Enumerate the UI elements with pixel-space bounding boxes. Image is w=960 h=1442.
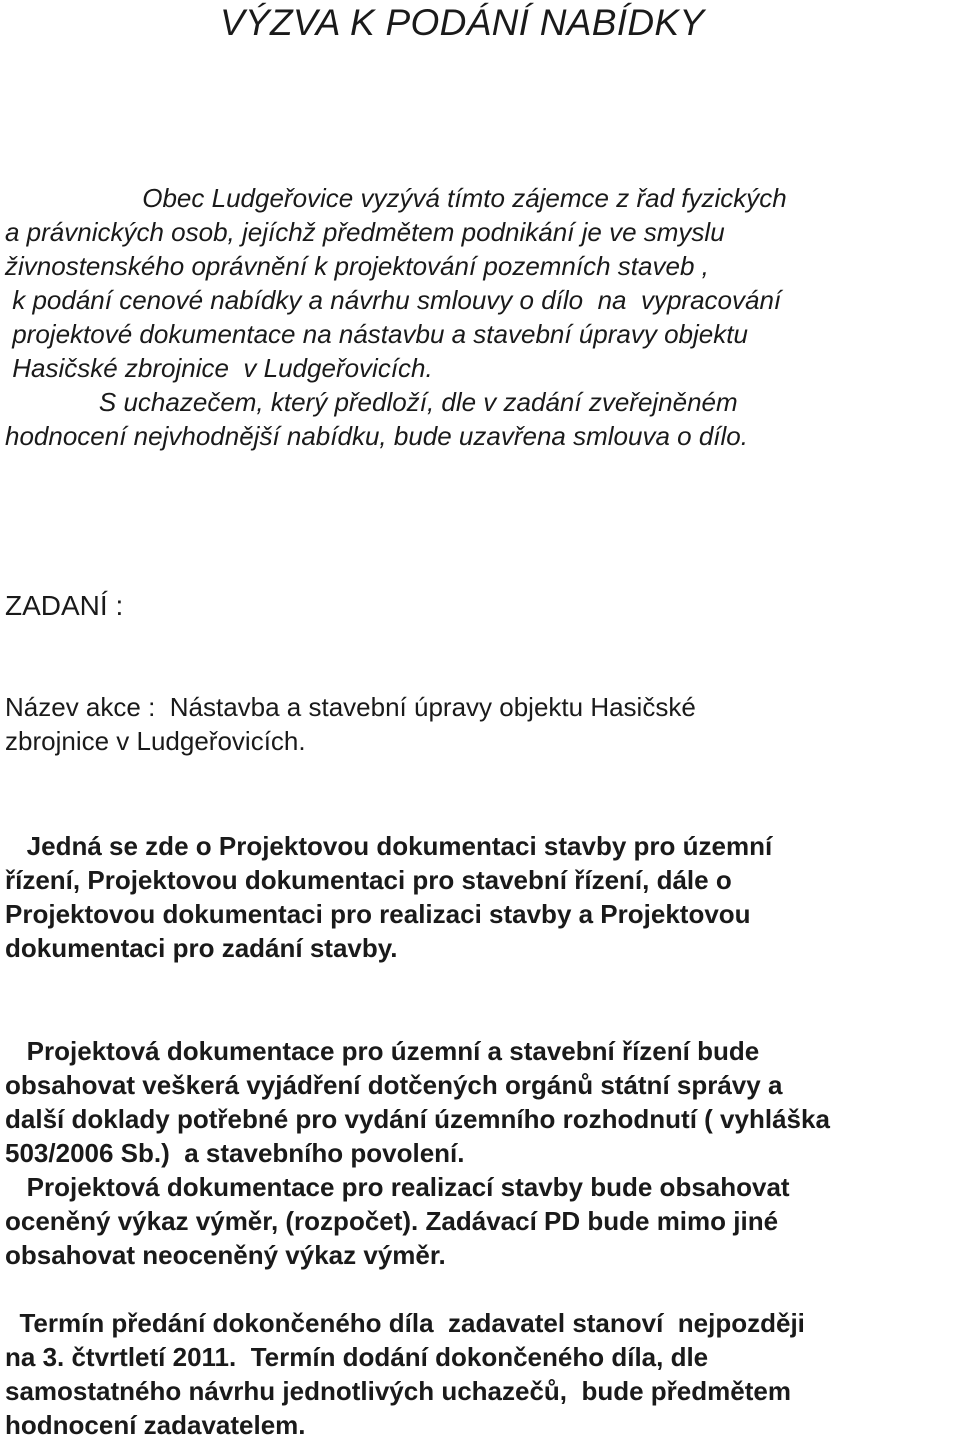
content-line: Projektová dokumentace pro realizací stavby bude obsahovat [5,1172,790,1202]
document-title: VÝZVA K PODÁNÍ NABÍDKY [220,2,705,43]
scope-paragraph [5,829,958,965]
deadline-line: Termín předání dokončeného díla zadavatel stanoví nejpozději [5,1308,805,1338]
nazev-akce [5,690,958,758]
deadline-line: na 3. čtvrtletí 2011. Termín dodání dokončeného díla, dle [5,1342,709,1372]
content-paragraph [5,1034,958,1272]
intro-line: k podání cenové nabídky a návrhu smlouvy o dílo na vypracování [5,285,782,315]
scope-line: dokumentaci pro zadání stavby. [5,933,398,963]
nazev-akce-line: Název akce : Nástavba a stavební úpravy objektu Hasičské [5,692,696,722]
intro-line: projektové dokumentace na nástavbu a stavební úpravy objektu [5,319,748,349]
intro-line: a právnických osob, jejíchž předmětem podnikání je ve smyslu [5,217,725,247]
content-line: 503/2006 Sb.) a stavebního povolení. [5,1138,465,1168]
nazev-akce-line: zbrojnice v Ludgeřovicích. [5,726,306,756]
content-line: obsahovat veškerá vyjádření dotčených orgánů státní správy a [5,1070,783,1100]
content-line: obsahovat neoceněný výkaz výměr. [5,1240,446,1270]
content-line: Projektová dokumentace pro územní a stavební řízení bude [5,1036,760,1066]
deadline-paragraph [5,1306,958,1442]
intro-line: Hasičské zbrojnice v Ludgeřovicích. [5,353,433,383]
zadani-heading: ZADANÍ : [5,590,124,621]
intro-paragraph [5,181,958,453]
deadline-line: samostatného návrhu jednotlivých uchazečů, bude předmětem [5,1376,791,1406]
deadline-line: hodnocení zadavatelem. [5,1410,306,1440]
scope-line: řízení, Projektovou dokumentaci pro stavební řízení, dále o [5,865,732,895]
intro-line: živnostenského oprávnění k projektování pozemních staveb , [5,251,709,281]
scope-line: Projektovou dokumentaci pro realizaci stavby a Projektovou [5,899,751,929]
intro-line: Obec Ludgeřovice vyzývá tímto zájemce z řad fyzických [5,183,787,213]
intro-line: hodnocení nejvhodnější nabídku, bude uzavřena smlouva o dílo. [5,421,748,451]
content-line: další doklady potřebné pro vydání územního rozhodnutí ( vyhláška [5,1104,830,1134]
intro-line: S uchazečem, který předloží, dle v zadání zveřejněném [5,387,738,417]
scope-line: Jedná se zde o Projektovou dokumentaci stavby pro územní [5,831,773,861]
content-line: oceněný výkaz výměr, (rozpočet). Zadávací PD bude mimo jiné [5,1206,779,1236]
